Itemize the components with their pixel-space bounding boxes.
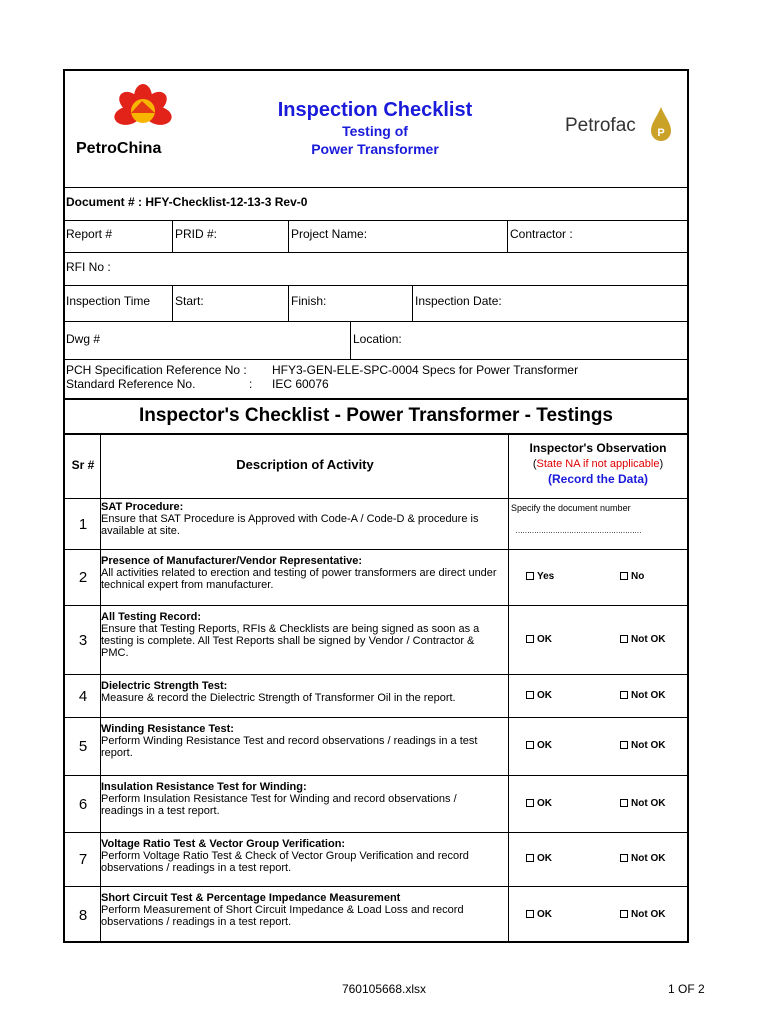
activity-text: Perform Voltage Ratio Test & Check of Vector Group Verification and record observations / readings in a test report. xyxy=(101,850,469,874)
activity-title: Dielectric Strength Test: xyxy=(101,680,228,692)
section-title: Inspector's Checklist - Power Transformer - Testings xyxy=(138,405,614,426)
prid-label: PRID #: xyxy=(175,227,218,241)
negative-checkbox[interactable] xyxy=(620,909,665,920)
activity-description xyxy=(101,892,505,928)
project-name-label: Project Name: xyxy=(291,227,368,241)
checkbox-label: Not OK xyxy=(631,633,666,645)
start-label: Start: xyxy=(175,294,204,308)
activity-title: Insulation Resistance Test for Winding: xyxy=(101,781,307,793)
activity-title: Voltage Ratio Test & Vector Group Verification: xyxy=(101,838,346,850)
page-subtitle-2: Power Transformer xyxy=(311,141,439,157)
checkbox-icon xyxy=(526,741,534,749)
negative-checkbox[interactable] xyxy=(620,690,665,701)
checkbox-icon xyxy=(526,572,534,580)
checklist-row xyxy=(65,498,687,549)
checkbox-label: No xyxy=(631,571,645,582)
activity-description xyxy=(101,611,505,659)
checkbox-icon xyxy=(620,741,628,749)
checklist-row xyxy=(65,775,687,832)
checkbox-icon xyxy=(620,854,628,862)
page-title: Inspection Checklist xyxy=(277,99,473,121)
positive-checkbox[interactable] xyxy=(526,634,552,645)
petrofac-logo xyxy=(565,105,680,145)
observation-input-line[interactable]: ……………………………………………… xyxy=(515,526,641,535)
negative-checkbox[interactable] xyxy=(620,798,665,809)
petrochina-brand-text: PetroChina xyxy=(76,140,162,157)
observation-note: (State NA if not applicable) xyxy=(532,458,664,470)
row-number: 8 xyxy=(78,906,88,924)
location-label: Location: xyxy=(353,332,402,346)
document-number: Document # : HFY-Checklist-12-13-3 Rev-0 xyxy=(66,195,308,209)
dwg-label: Dwg # xyxy=(66,332,101,346)
activity-description xyxy=(101,781,505,817)
activity-description xyxy=(101,838,505,874)
positive-checkbox[interactable] xyxy=(526,690,552,701)
activity-title: Presence of Manufacturer/Vendor Representative: xyxy=(101,555,363,567)
checkbox-label: OK xyxy=(537,633,552,645)
petrochina-flower-icon xyxy=(93,81,193,141)
report-label: Report # xyxy=(66,227,113,241)
checkbox-label: OK xyxy=(537,740,552,751)
activity-text: Perform Winding Resistance Test and record observations / readings in a test report. xyxy=(101,735,478,759)
row-number: 4 xyxy=(78,687,88,705)
negative-checkbox[interactable] xyxy=(620,571,644,582)
checkbox-icon xyxy=(526,910,534,918)
checklist-row xyxy=(65,832,687,886)
activity-title: Short Circuit Test & Percentage Impedance Measurement xyxy=(101,892,401,904)
observation-note-red: State NA if not applicable xyxy=(536,458,660,470)
checklist-row xyxy=(65,549,687,605)
row-number: 1 xyxy=(78,515,88,533)
checkbox-icon xyxy=(526,635,534,643)
inspection-date-label: Inspection Date: xyxy=(415,294,502,308)
pch-spec-label: PCH Specification Reference No : xyxy=(66,363,247,377)
activity-text: All activities related to erection and testing of power transformers are direct under technical expert from manufacturer. xyxy=(101,567,497,591)
checkbox-icon xyxy=(526,854,534,862)
activity-text: Perform Measurement of Short Circuit Impedance & Load Loss and record observations / readings in a test report. xyxy=(101,904,464,928)
footer-filename: 760105668.xlsx xyxy=(341,982,427,996)
checklist-row xyxy=(65,717,687,775)
checkbox-label: OK xyxy=(537,853,552,864)
checklist-row xyxy=(65,605,687,674)
checkbox-icon xyxy=(620,910,628,918)
positive-checkbox[interactable] xyxy=(526,798,552,809)
footer-page-number: 1 OF 2 xyxy=(668,982,705,996)
petrofac-brand-text: Petrofac xyxy=(565,115,636,136)
negative-checkbox[interactable] xyxy=(620,740,665,751)
checklist-row xyxy=(65,886,687,943)
activity-title: SAT Procedure: xyxy=(101,501,184,513)
checkbox-label: Not OK xyxy=(631,689,666,701)
checkbox-icon xyxy=(526,691,534,699)
observation-header: Inspector's Observation xyxy=(529,441,667,455)
description-header: Description of Activity xyxy=(236,457,374,472)
checkbox-label: Not OK xyxy=(631,853,666,864)
positive-checkbox[interactable] xyxy=(526,909,552,920)
rfi-label: RFI No : xyxy=(66,260,111,274)
activity-title: Winding Resistance Test: xyxy=(101,723,234,735)
observation-record-note: (Record the Data) xyxy=(547,472,648,486)
pch-spec-value: HFY3-GEN-ELE-SPC-0004 Specs for Power Transformer xyxy=(272,363,579,377)
checkbox-label: OK xyxy=(537,797,552,809)
activity-text: Perform Insulation Resistance Test for Winding and record observations / readings in a test report. xyxy=(101,793,457,817)
activity-text: Measure & record the Dielectric Strength of Transformer Oil in the report. xyxy=(101,692,456,704)
checkbox-icon xyxy=(620,635,628,643)
checkbox-label: Not OK xyxy=(631,740,666,751)
checkbox-icon xyxy=(620,572,628,580)
checkbox-label: OK xyxy=(537,689,552,701)
checkbox-icon xyxy=(620,799,628,807)
positive-checkbox[interactable] xyxy=(526,571,554,582)
checkbox-label: Not OK xyxy=(631,908,666,920)
positive-checkbox[interactable] xyxy=(526,740,552,751)
row-number: 6 xyxy=(78,795,88,813)
negative-checkbox[interactable] xyxy=(620,634,665,645)
negative-checkbox[interactable] xyxy=(620,853,665,864)
standard-ref-colon: : xyxy=(249,377,253,391)
activity-text: Ensure that SAT Procedure is Approved with Code-A / Code-D & procedure is available at site. xyxy=(101,513,479,537)
checkbox-label: Not OK xyxy=(631,797,666,809)
activity-description xyxy=(101,680,505,704)
checkbox-icon xyxy=(526,799,534,807)
observation-instruction: Specify the document number xyxy=(511,503,631,513)
checkbox-label: Yes xyxy=(537,571,555,582)
activity-text: Ensure that Testing Reports, RFIs & Checklists are being signed as soon as a testing is complete. All Test Reports shall be signed by Vendor / Contractor & PMC. xyxy=(101,623,480,659)
contractor-label: Contractor : xyxy=(510,227,573,241)
activity-title: All Testing Record: xyxy=(101,611,202,623)
activity-description xyxy=(101,555,505,591)
petrofac-drop-icon xyxy=(649,105,673,143)
row-number: 5 xyxy=(78,738,88,755)
row-number: 2 xyxy=(78,569,88,586)
row-number: 7 xyxy=(78,851,88,868)
positive-checkbox[interactable] xyxy=(526,853,552,864)
sr-header: Sr # xyxy=(71,458,95,472)
checklist-sheet xyxy=(63,69,689,943)
standard-ref-label: Standard Reference No. xyxy=(66,377,196,391)
standard-ref-value: IEC 60076 xyxy=(272,377,329,391)
inspection-time-label: Inspection Time xyxy=(66,294,151,308)
checkbox-icon xyxy=(620,691,628,699)
activity-description xyxy=(101,501,505,537)
row-number: 3 xyxy=(78,631,88,649)
page-subtitle-1: Testing of xyxy=(342,123,408,139)
checkbox-label: OK xyxy=(537,908,552,920)
checklist-row xyxy=(65,674,687,717)
activity-description xyxy=(101,723,505,759)
finish-label: Finish: xyxy=(291,294,327,308)
svg-text:P: P xyxy=(657,127,665,139)
